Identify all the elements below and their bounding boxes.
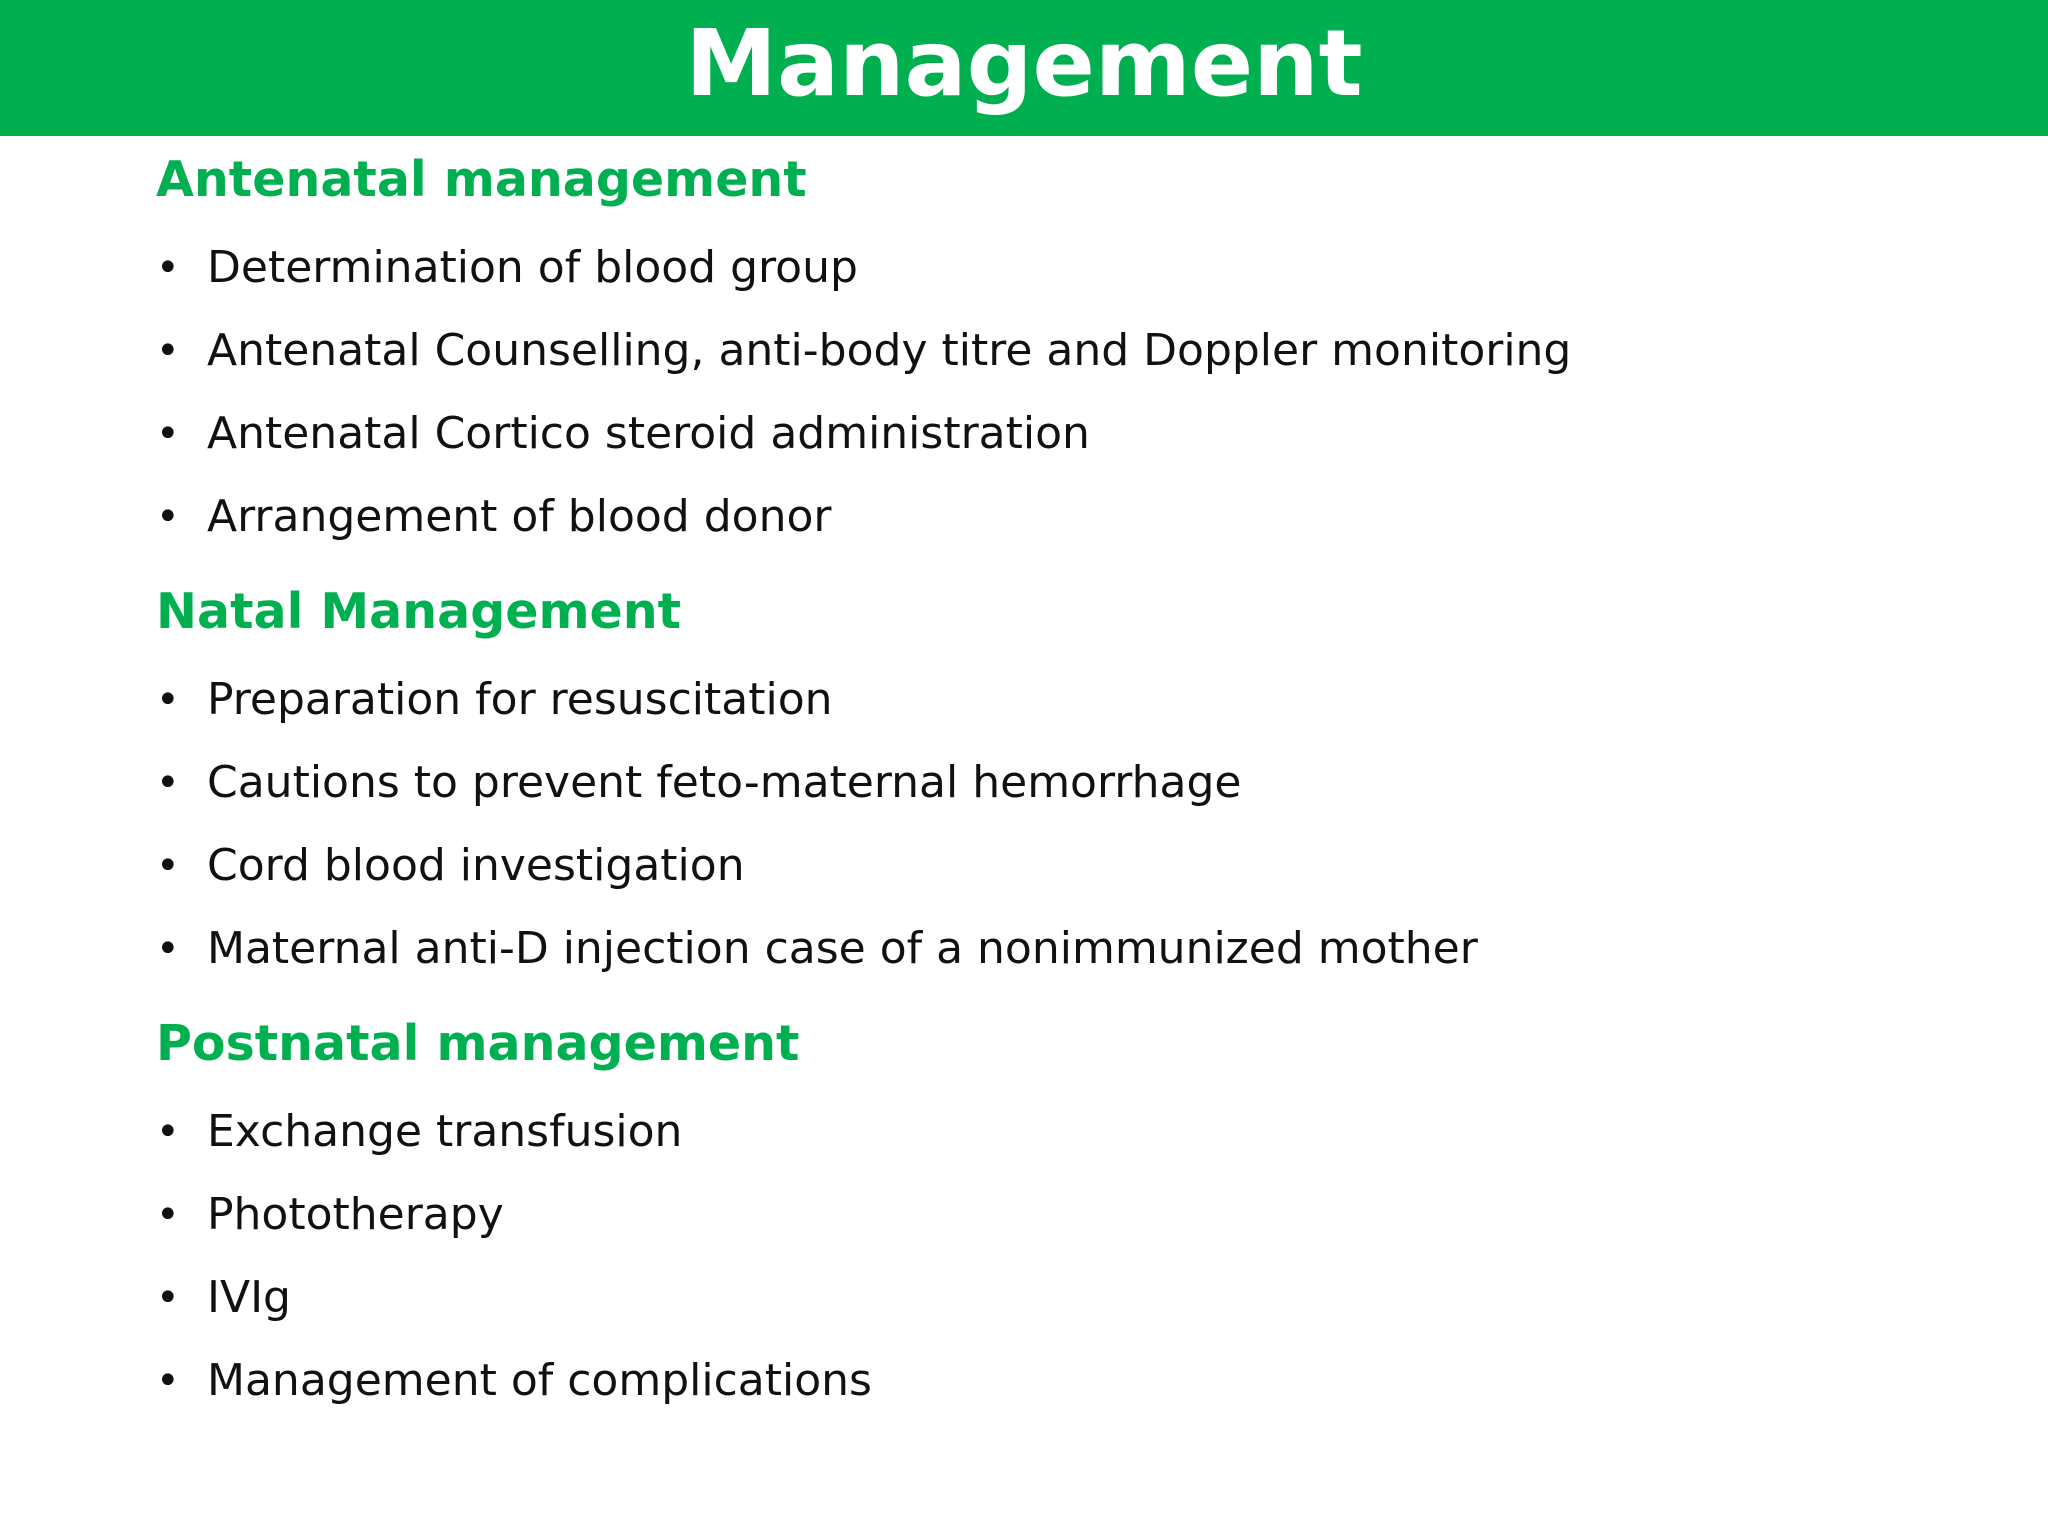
- list-item-text: Preparation for resuscitation: [207, 674, 833, 725]
- list-item: [156, 226, 1976, 309]
- bullet-icon: •: [156, 1274, 180, 1321]
- list-item: [156, 1090, 1976, 1173]
- section-postnatal: [156, 1012, 1976, 1422]
- list-item-text: Determination of blood group: [207, 242, 858, 293]
- section-heading: Antenatal management: [156, 151, 807, 208]
- section-heading: Postnatal management: [156, 1015, 800, 1072]
- list-item-text: Exchange transfusion: [207, 1106, 683, 1157]
- list-item-text: Cord blood investigation: [207, 840, 745, 891]
- bullet-icon: •: [156, 1191, 180, 1238]
- section-heading: Natal Management: [156, 583, 682, 640]
- list-item: [156, 741, 1976, 824]
- slide-content: [156, 148, 1976, 1422]
- list-item: [156, 1256, 1976, 1339]
- slide-title: Management: [685, 10, 1363, 117]
- list-item-text: Cautions to prevent feto-maternal hemorrhage: [207, 757, 1242, 808]
- list-item-text: Management of complications: [207, 1355, 872, 1406]
- list-item-text: Maternal anti-D injection case of a nonimmunized mother: [207, 923, 1478, 974]
- bullet-list: [156, 1090, 1976, 1422]
- bullet-icon: •: [156, 1357, 180, 1404]
- section-antenatal: [156, 148, 1976, 558]
- bullet-icon: •: [156, 925, 180, 972]
- title-bar: [0, 0, 2048, 136]
- bullet-icon: •: [156, 1108, 180, 1155]
- list-item-text: Phototherapy: [207, 1189, 504, 1240]
- list-item-text: Antenatal Cortico steroid administration: [207, 408, 1090, 459]
- list-item: [156, 392, 1976, 475]
- bullet-list: [156, 658, 1976, 990]
- list-item-text: Arrangement of blood donor: [207, 491, 832, 542]
- list-item-text: IVIg: [207, 1272, 291, 1323]
- bullet-icon: •: [156, 327, 180, 374]
- list-item: [156, 1173, 1976, 1256]
- bullet-icon: •: [156, 244, 180, 291]
- list-item-text: Antenatal Counselling, anti-body titre and Doppler monitoring: [207, 325, 1572, 376]
- list-item: [156, 658, 1976, 741]
- bullet-icon: •: [156, 493, 180, 540]
- list-item: [156, 1339, 1976, 1422]
- bullet-list: [156, 226, 1976, 558]
- bullet-icon: •: [156, 759, 180, 806]
- bullet-icon: •: [156, 410, 180, 457]
- list-item: [156, 309, 1976, 392]
- list-item: [156, 475, 1976, 558]
- section-natal: [156, 580, 1976, 990]
- bullet-icon: •: [156, 676, 180, 723]
- list-item: [156, 824, 1976, 907]
- list-item: [156, 907, 1976, 990]
- bullet-icon: •: [156, 842, 180, 889]
